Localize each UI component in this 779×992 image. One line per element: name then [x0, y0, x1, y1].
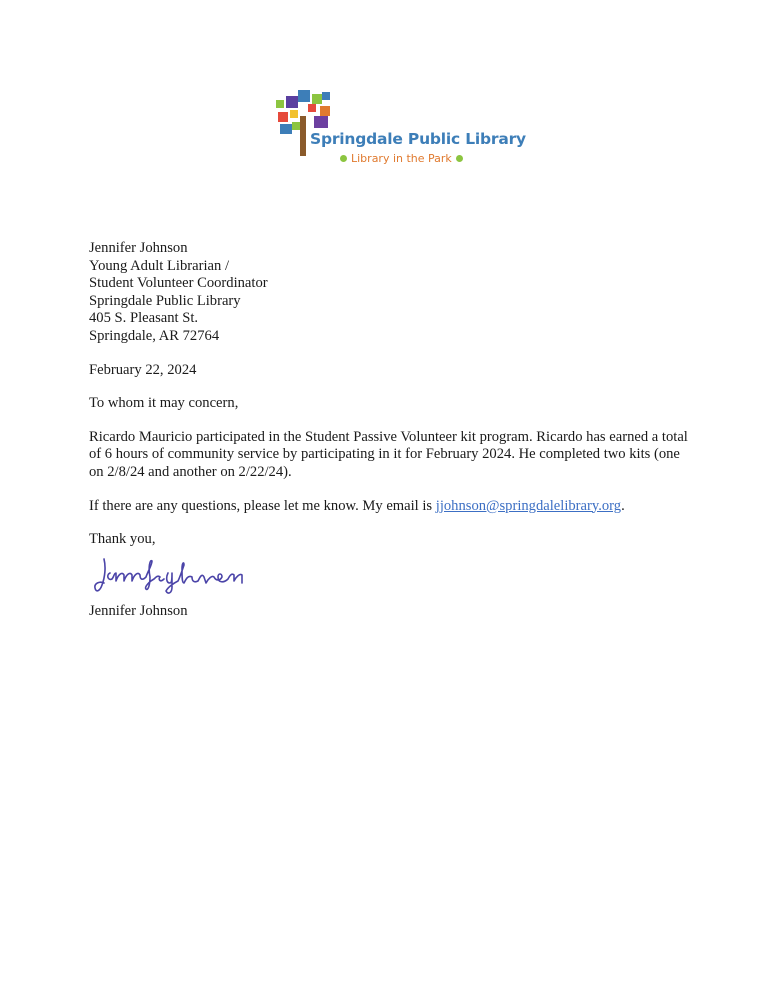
logo-subtitle	[340, 152, 463, 165]
questions-text: If there are any questions, please let me know. My email is	[89, 497, 436, 514]
right-dot-icon	[456, 155, 463, 162]
sender-street: 405 S. Pleasant St.	[89, 310, 199, 327]
questions-suffix: .	[621, 497, 625, 514]
sender-address-block	[89, 240, 689, 346]
letter-date: February 22, 2024	[89, 361, 197, 378]
logo-title: Springdale Public Library	[310, 130, 526, 148]
sender-name: Jennifer Johnson	[89, 240, 188, 256]
sender-city-state-zip: Springdale, AR 72764	[89, 327, 220, 344]
salutation: To whom it may concern,	[89, 395, 239, 412]
handwritten-signature	[92, 553, 262, 597]
sender-title-line2: Student Volunteer Coordinator	[89, 275, 268, 292]
left-dot-icon	[340, 155, 347, 162]
email-link[interactable]: jjohnson@springdalelibrary.org	[435, 497, 622, 514]
logo-subtitle-text: Library in the Park	[351, 152, 452, 165]
questions-paragraph	[89, 498, 689, 516]
letter	[89, 240, 689, 636]
printed-name: Jennifer Johnson	[89, 602, 188, 619]
sender-title-line1: Young Adult Librarian /	[89, 257, 229, 274]
body-paragraph: Ricardo Mauricio participated in the Student Passive Volunteer kit program. Ricardo has earned a total of 6 hours of community service by participating in it for February 2024. He completed two kits (one on 2/8/24 and another on 2/22/24).	[89, 428, 688, 480]
sender-organization: Springdale Public Library	[89, 292, 241, 309]
closing: Thank you,	[89, 531, 156, 548]
library-logo	[274, 86, 526, 170]
